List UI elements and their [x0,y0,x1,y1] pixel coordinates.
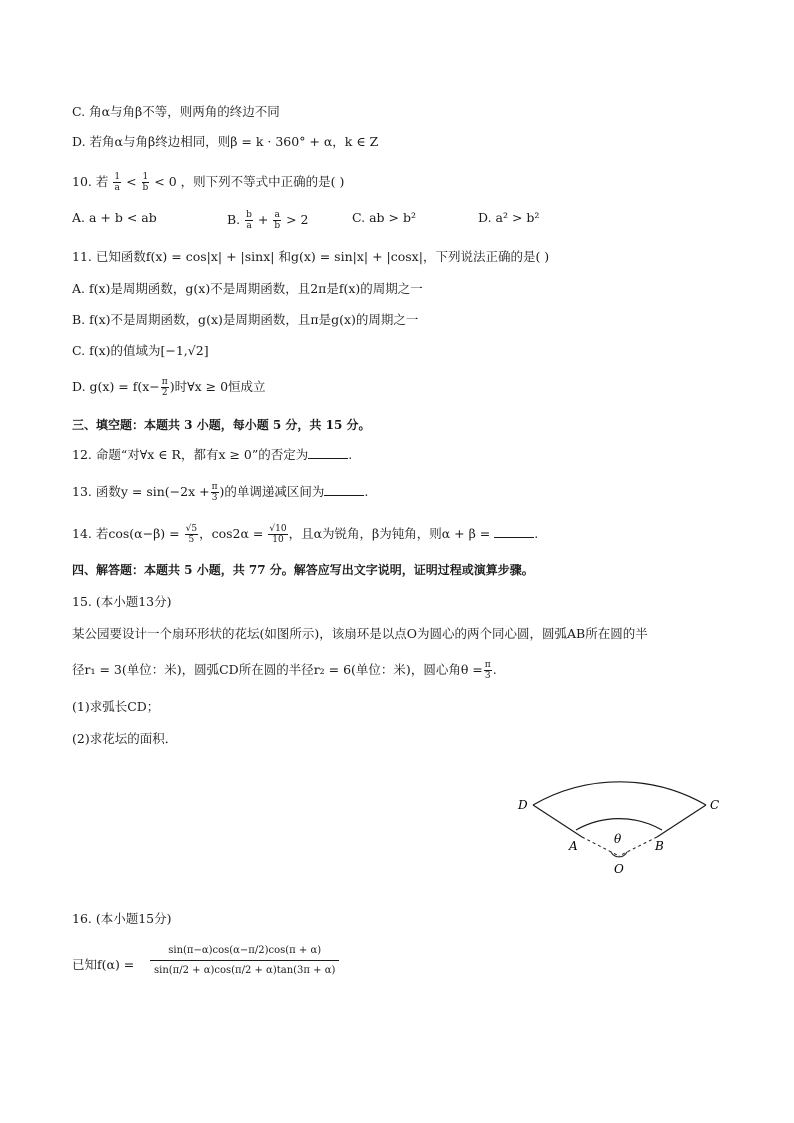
q15-part-1: (1)求弧长CD； [72,699,160,714]
fraction-1-over-a: $\frac{1}{a}$ [114,172,121,193]
q16-numerator: sin(π−α)cos(α−π/2)cos(π + α) [150,943,339,961]
q10-option-c: C. ab > b² [352,210,416,225]
q11-option-b: B. f(x)不是周期函数，g(x)是周期函数，且π是g(x)的周期之一 [72,312,419,327]
q15-text-line-1: 某公园要设计一个扇环形状的花坛(如图所示)，该扇环是以点O为圆心的两个同心圆，圆弧AB所在圆的半 [72,626,648,641]
q15-part-2: (2)求花坛的面积． [72,731,178,746]
segment-CB [657,805,706,837]
q15-text-line-2: 径r₁ = 3(单位：米)，圆弧CD所在圆的半径r₂ = 6(单位：米)，圆心角θ = $\frac{\pi}{3}$ . [72,660,497,681]
section-3-heading: 三、填空题：本题共 3 小题，每小题 5 分，共 15 分。 [72,418,371,432]
q11-stem: 11. 已知函数f(x) = cos|x| + |sinx| 和g(x) = sin|x| + |cosx|，下列说法正确的是( ) [72,249,550,264]
q11-option-d: D. g(x) = f(x− $\frac{\pi}{2}$ )时∀x ≥ 0恒成立 [72,377,266,398]
section-4-heading: 四、解答题：本题共 5 小题，共 77 分。解答应写出文字说明，证明过程或演算步骤。 [72,563,534,577]
label-O: O [614,862,624,876]
q16-header: 16. (本小题15分) [72,911,172,926]
outer-arc-CD [533,782,706,805]
label-A: A [569,839,578,853]
q10-option-b: B. $\frac{b}{a}$ + $\frac{a}{b}$ > 2 [227,210,309,231]
q12-stem: 12. 命题“对∀x ∈ R，都有x ≥ 0”的否定为 . [72,447,353,462]
segment-DA [533,805,582,837]
q15-header: 15. (本小题13分) [72,594,172,609]
q10-option-a: A. a + b < ab [72,210,157,225]
q13-stem: 13. 函数y = sin(−2x + $\frac{\pi}{3}$ )的单调递减区间为 . [72,482,369,503]
q14-stem: 14. 若cos(α−β) = $\frac{√5}{5}$ ，cos2α = $\frac{√10}{10}$ ，且α为锐角，β为钝角，则α + β = . [72,524,539,545]
q10-option-d: D. a² > b² [478,210,540,225]
q9-option-c: C. 角α与角β不等，则两角的终边不同 [72,104,280,119]
q16-denominator: sin(π/2 + α)cos(π/2 + α)tan(3π + α) [154,965,336,976]
dashed-segment-BO [619,837,657,856]
q10-question: ，则下列不等式中正确的是( ) [180,174,345,189]
less-than: < [126,174,141,189]
label-B: B [655,839,664,853]
q11-option-a: A. f(x)是周期函数，g(x)不是周期函数，且2π是f(x)的周期之一 [72,281,423,296]
q11-option-c: C. f(x)的值域为[−1,√2] [72,343,209,358]
label-C: C [710,798,720,812]
label-D: D [518,798,528,812]
label-theta: θ [614,832,622,846]
inner-arc-AB [576,819,662,830]
q9-option-d: D. 若角α与角β终边相同，则β = k · 360° + α，k ∈ Z [72,134,379,149]
less-than-zero: < 0 [154,174,177,189]
fraction-1-over-b: $\frac{1}{b}$ [142,172,149,193]
q16-stem: 已知f(α) = [72,957,135,972]
q16-fraction [150,943,339,978]
q10-number: 10. 若 [72,174,109,189]
